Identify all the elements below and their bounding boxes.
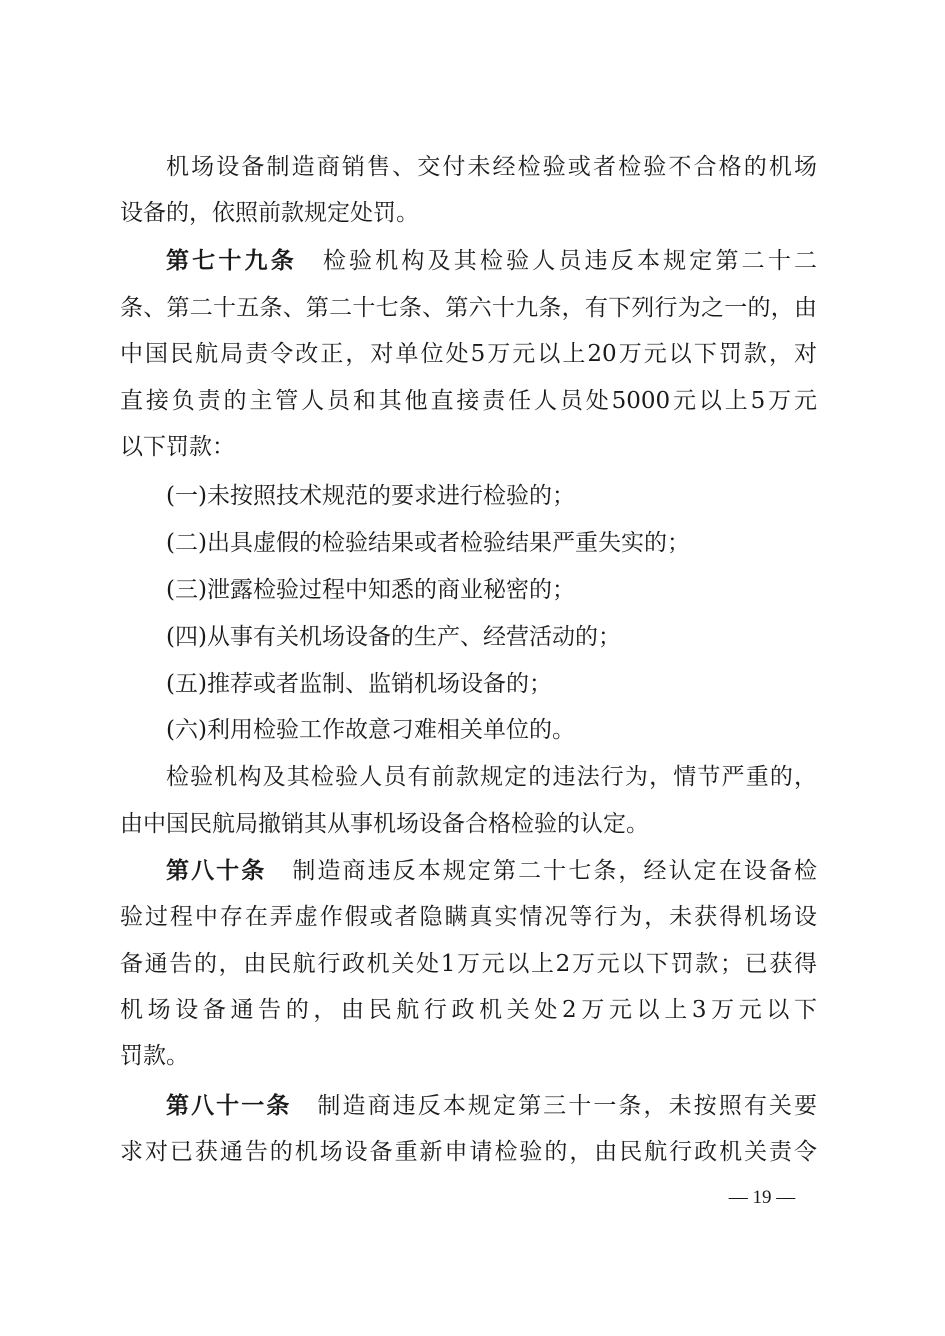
list-item: (一)未按照技术规范的要求进行检验的； <box>166 483 575 509</box>
paragraph-text: 检验机构及其检验人员违反本规定第二十二 <box>322 248 818 274</box>
paragraph-line: 以下罚款： <box>120 434 235 460</box>
paragraph-text: 制造商违反本规定第二十七条，经认定在设备检 <box>292 858 818 884</box>
list-item: (四)从事有关机场设备的生产、经营活动的； <box>166 624 621 650</box>
paragraph-line: 机场设备制造商销售、交付未经检验或者检验不合格的机场 <box>166 154 817 180</box>
paragraph-line: 设备的，依照前款规定处罚。 <box>120 200 419 226</box>
article-79-heading-line <box>166 238 817 284</box>
article-81-number: 第八十一条 <box>166 1093 292 1119</box>
paragraph-line: 罚款。 <box>120 1043 189 1069</box>
paragraph-line: 中国民航局责令改正，对单位处5万元以上20万元以下罚款，对 <box>120 341 817 367</box>
list-item: (五)推荐或者监制、监销机场设备的； <box>166 671 552 697</box>
article-80-heading-line <box>166 848 817 894</box>
list-item: (二)出具虚假的检验结果或者检验结果严重失实的； <box>166 530 690 556</box>
paragraph-line: 检验机构及其检验人员有前款规定的违法行为，情节严重的， <box>166 764 817 790</box>
article-80-number: 第八十条 <box>166 858 267 884</box>
paragraph-line: 机场设备通告的，由民航行政机关处2万元以上3万元以下 <box>120 997 817 1023</box>
paragraph-line: 直接负责的主管人员和其他直接责任人员处5000元以上5万元 <box>120 388 817 414</box>
paragraph-line: 备通告的，由民航行政机关处1万元以上2万元以下罚款；已获得 <box>120 951 817 977</box>
article-81-heading-line <box>166 1083 817 1129</box>
paragraph-line: 条、第二十五条、第二十七条、第六十九条，有下列行为之一的，由 <box>120 295 817 321</box>
paragraph-line: 由中国民航局撤销其从事机场设备合格检验的认定。 <box>120 811 649 837</box>
list-item: (六)利用检验工作故意刁难相关单位的。 <box>166 717 575 743</box>
article-79-number: 第七十九条 <box>166 248 297 274</box>
paragraph-line: 验过程中存在弄虚作假或者隐瞒真实情况等行为，未获得机场设 <box>120 904 817 930</box>
paragraph-text: 制造商违反本规定第三十一条，未按照有关要 <box>317 1093 818 1119</box>
page-number: — 19 — <box>728 1187 796 1208</box>
list-item: (三)泄露检验过程中知悉的商业秘密的； <box>166 577 575 603</box>
paragraph-line: 求对已获通告的机场设备重新申请检验的，由民航行政机关责令 <box>120 1139 817 1165</box>
